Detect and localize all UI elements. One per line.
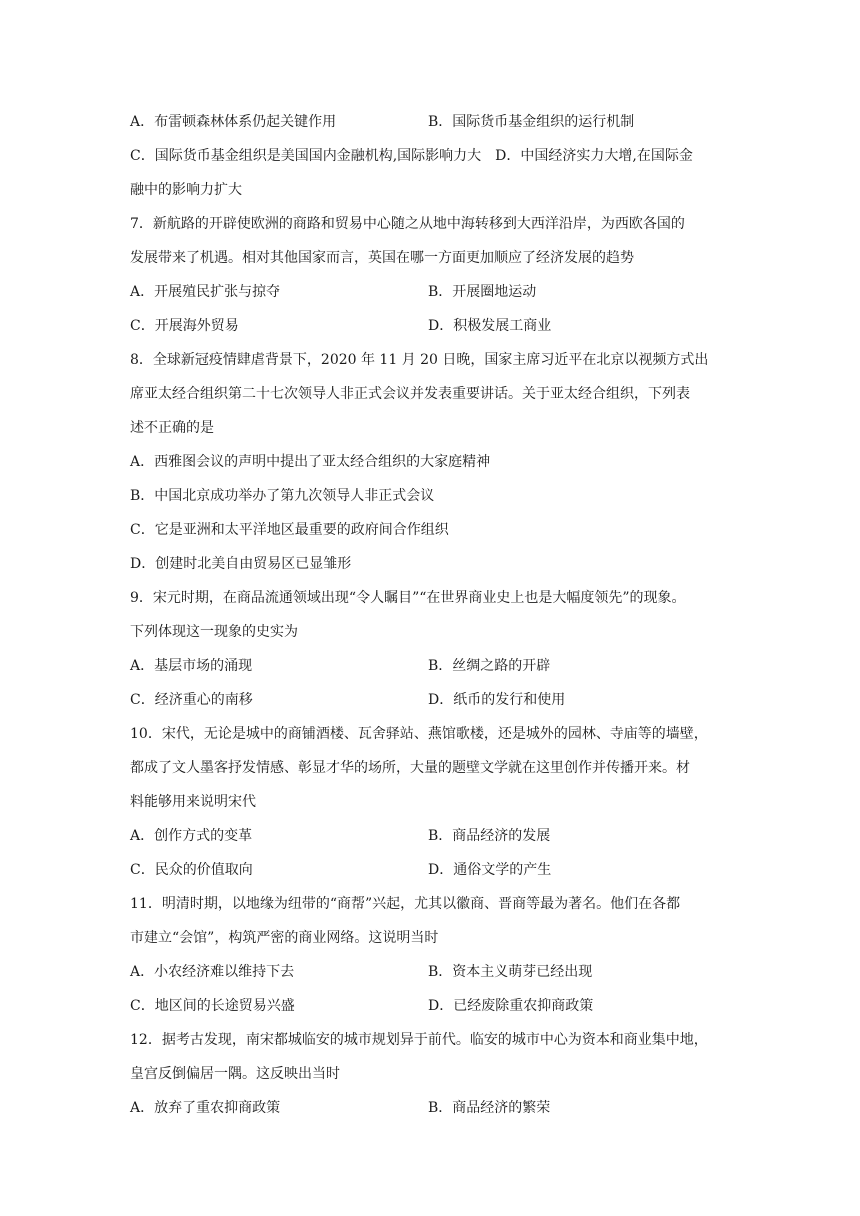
question-7-stem: 7．新航路的开辟使欧洲的商路和贸易中心随之从地中海转移到大西洋沿岸，为西欧各国的: [130, 216, 685, 232]
question-9-options-row: [130, 652, 730, 686]
option-b: B．丝绸之路的开辟: [428, 658, 551, 674]
question-12-stem: 皇宫反倒偏居一隅。这反映出当时: [130, 1066, 340, 1082]
option-d: D．创建时北美自由贸易区已显雏形: [130, 556, 352, 572]
option-b: B．开展圈地运动: [428, 284, 537, 300]
question-11-options-row: [130, 958, 730, 992]
option-c: C．开展海外贸易: [130, 318, 239, 334]
option-a: A．创作方式的变革: [130, 828, 253, 844]
question-9-stem: 下列体现这一现象的史实为: [130, 624, 298, 640]
question-8-stem: 席亚太经合组织第二十七次领导人非正式会议并发表重要讲话。关于亚太经合组织，下列表: [130, 386, 690, 402]
option-a: A．开展殖民扩张与掠夺: [130, 284, 281, 300]
question-10-options-row: [130, 856, 730, 890]
option-c: C．地区间的长途贸易兴盛: [130, 998, 295, 1014]
question-10-stem: 都成了文人墨客抒发情感、彰显才华的场所，大量的题壁文学就在这里创作并传播开来。材: [130, 760, 690, 776]
question-10-stem: 10．宋代，无论是城中的商铺酒楼、瓦舍驿站、燕馆歌楼，还是城外的园林、寺庙等的墙壁，: [130, 726, 708, 742]
option-d: D．已经废除重农抑商政策: [428, 998, 594, 1014]
option-c: C．经济重心的南移: [130, 692, 253, 708]
question-8-stem: 述不正确的是: [130, 420, 214, 436]
question-12-stem: 12．据考古发现，南宋都城临安的城市规划异于前代。临安的城市中心为资本和商业集中地，: [130, 1032, 708, 1048]
option-b: B．中国北京成功举办了第九次领导人非正式会议: [130, 488, 435, 504]
option-a: A．西雅图会议的声明中提出了亚太经合组织的大家庭精神: [130, 454, 491, 470]
question-10-options-row: [130, 822, 730, 856]
question-11-options-row: [130, 992, 730, 1026]
question-7-options-row: [130, 278, 730, 312]
question-7-options-row: [130, 312, 730, 346]
question-7-stem: 发展带来了机遇。相对其他国家而言，英国在哪一方面更加顺应了经济发展的趋势: [130, 250, 634, 266]
question-9-stem: 9．宋元时期，在商品流通领域出现“令人瞩目”“在世界商业史上也是大幅度领先”的现象。: [130, 590, 686, 606]
option-a: A．布雷顿森林体系仍起关键作用: [130, 114, 337, 130]
option-c: C．民众的价值取向: [130, 862, 253, 878]
option-b: B．国际货币基金组织的运行机制: [428, 114, 635, 130]
option-a: A．放弃了重农抑商政策: [130, 1100, 281, 1116]
question-6-option-line: C．国际货币基金组织是美国国内金融机构,国际影响力大 D．中国经济实力大增,在国际金: [130, 148, 693, 164]
question-12-options-row: [130, 1094, 730, 1128]
option-d: D．积极发展工商业: [428, 318, 552, 334]
question-10-stem: 料能够用来说明宋代: [130, 794, 256, 810]
question-8-stem: 8．全球新冠疫情肆虐背景下，2020 年 11 月 20 日晚，国家主席习近平在北京以视频方式出: [130, 352, 709, 368]
option-b: B．资本主义萌芽已经出现: [428, 964, 593, 980]
option-d: D．通俗文学的产生: [428, 862, 552, 878]
option-a: A．小农经济难以维持下去: [130, 964, 295, 980]
question-6-option-line: 融中的影响力扩大: [130, 182, 242, 198]
question-11-stem: 11．明清时期，以地缘为纽带的“商帮”兴起，尤其以徽商、晋商等最为著名。他们在各都: [130, 896, 681, 912]
option-b: B．商品经济的发展: [428, 828, 551, 844]
question-11-stem: 市建立“会馆”，构筑严密的商业网络。这说明当时: [130, 930, 439, 946]
option-b: B．商品经济的繁荣: [428, 1100, 551, 1116]
question-6-options-row: [130, 108, 730, 142]
option-c: C．它是亚洲和太平洋地区最重要的政府间合作组织: [130, 522, 449, 538]
option-a: A．基层市场的涌现: [130, 658, 253, 674]
document-page: [130, 108, 730, 1128]
option-d: D．纸币的发行和使用: [428, 692, 566, 708]
question-9-options-row: [130, 686, 730, 720]
